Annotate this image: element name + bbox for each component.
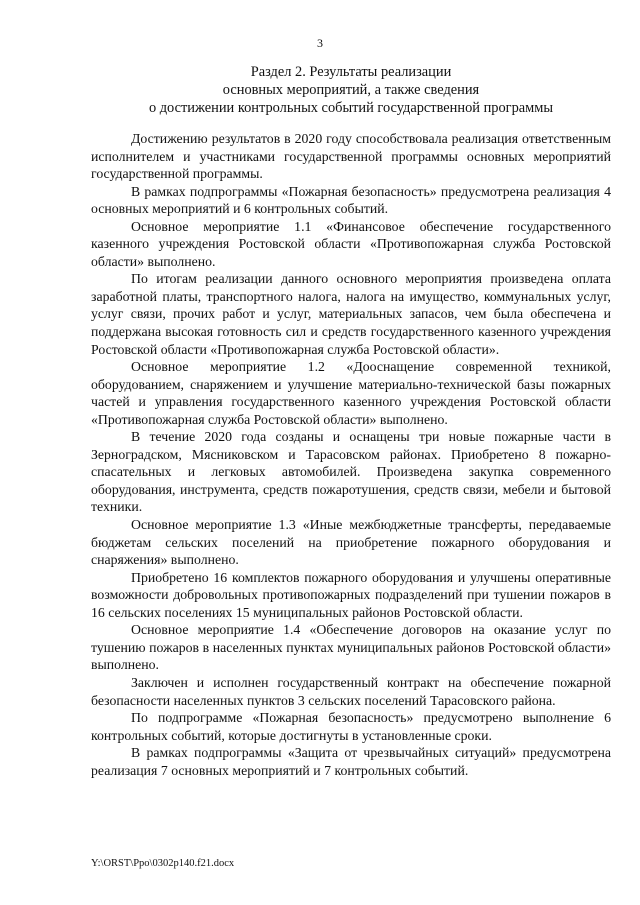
paragraph: В течение 2020 года созданы и оснащены три новые пожарные части в Зерноградском, Мясниковском и Тарасовском районах. Приобретено 8 пожарно-спасательных и легковых автомобилей. Произведена закупка современного оборудования, инструмента, средств пожаротушения, средств связи, мебели и бытовой техники. xyxy=(91,429,611,515)
body-text xyxy=(91,130,611,779)
footer-file-path: Y:\ORST\Ppo\0302p140.f21.docx xyxy=(91,858,235,869)
paragraph: Основное мероприятие 1.4 «Обеспечение договоров на оказание услуг по тушению пожаров в населенных пунктах муниципальных районов Ростовской области» выполнено. xyxy=(91,622,611,673)
section-heading xyxy=(90,63,612,117)
paragraph: Достижению результатов в 2020 году способствовала реализация ответственным исполнителем и участниками государственной программы основных мероприятий государственной программы. xyxy=(91,131,611,182)
page-number: 3 xyxy=(317,36,323,50)
paragraph: В рамках подпрограммы «Защита от чрезвычайных ситуаций» предусмотрена реализация 7 основных мероприятий и 7 контрольных событий. xyxy=(91,745,611,778)
paragraph: По подпрограмме «Пожарная безопасность» предусмотрено выполнение 6 контрольных событий, которые достигнуты в установленные сроки. xyxy=(91,710,611,743)
paragraph: Основное мероприятие 1.3 «Иные межбюджетные трансферты, передаваемые бюджетам сельских поселений на приобретение пожарного оборудования и снаряжения» выполнено. xyxy=(91,517,611,568)
paragraph: Основное мероприятие 1.1 «Финансовое обеспечение государственного казенного учреждения Ростовской области «Противопожарная служба Ростовской области» выполнено. xyxy=(91,218,611,269)
paragraph: Основное мероприятие 1.2 «Дооснащение современной техникой, оборудованием, снаряжением и улучшение материально-технической базы пожарных частей и управления государственного казенного учреждения Ростовской области «Противопожарная служба Ростовской области» выполнено. xyxy=(91,359,611,427)
heading-line-3: о достижении контрольных событий государственной программы xyxy=(148,100,554,116)
paragraph: Приобретено 16 комплектов пожарного оборудования и улучшены оперативные возможности добровольных противопожарных подразделений при тушении пожаров в 16 сельских поселениях 15 муниципальных районов Ростовской области. xyxy=(91,569,611,620)
heading-line-2: основных мероприятий, а также сведения xyxy=(222,82,480,98)
paragraph: По итогам реализации данного основного мероприятия произведена оплата заработной платы, транспортного налога, налога на имущество, коммунальных услуг, услуг связи, прочих работ и услуг, материальных запасов, чем была обеспечена и поддержана высокая готовность сил и средств государственного казенного учреждения Ростовской области «Противопожарная служба Ростовской области». xyxy=(91,271,611,357)
paragraph: В рамках подпрограммы «Пожарная безопасность» предусмотрена реализация 4 основных мероприятий и 6 контрольных событий. xyxy=(91,183,611,217)
heading-line-1: Раздел 2. Результаты реализации xyxy=(250,64,452,80)
paragraph: Заключен и исполнен государственный контракт на обеспечение пожарной безопасности населенных пунктов 3 сельских поселений Тарасовского района. xyxy=(91,674,611,708)
